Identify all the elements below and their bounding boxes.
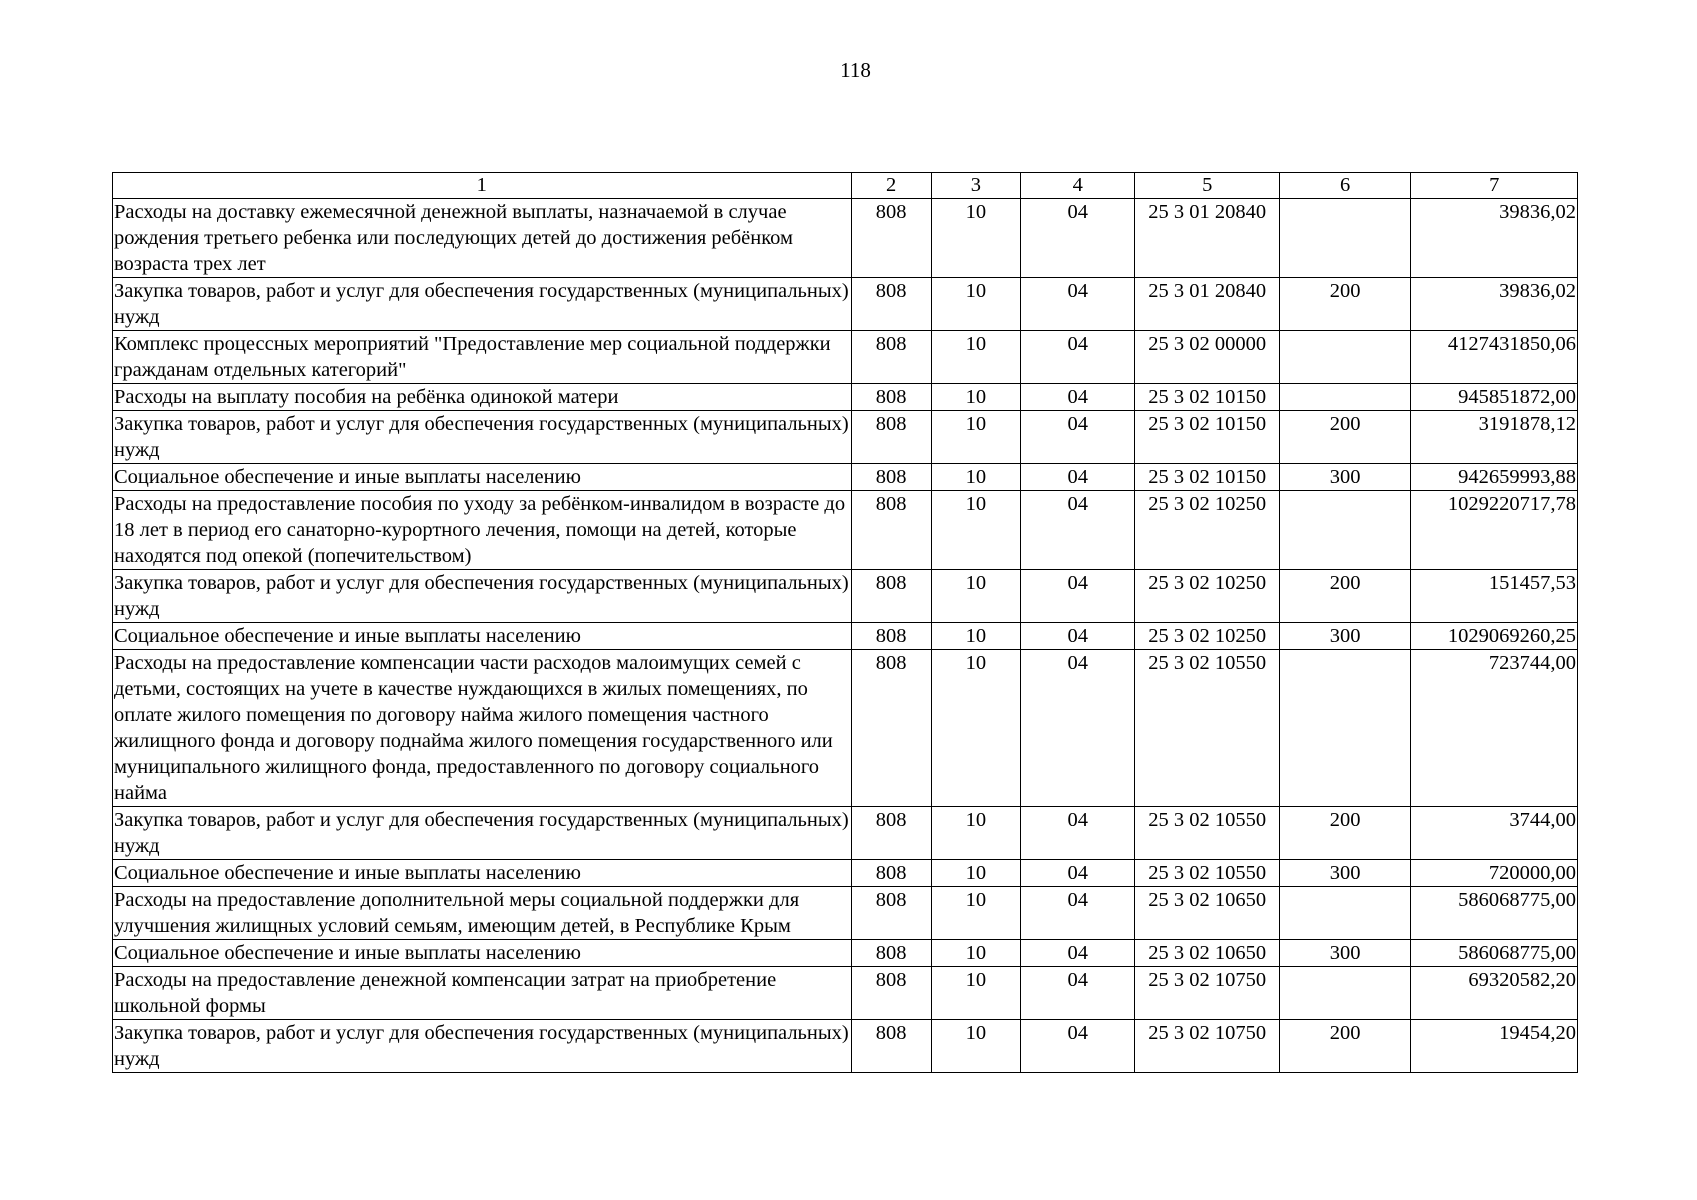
row-description: Расходы на предоставление денежной компенсации затрат на приобретение школьной формы [113, 967, 852, 1020]
row-description: Закупка товаров, работ и услуг для обеспечения государственных (муниципальных) нужд [113, 278, 852, 331]
subsection-code: 04 [1021, 650, 1135, 807]
row-description: Закупка товаров, работ и услуг для обеспечения государственных (муниципальных) нужд [113, 411, 852, 464]
expense-type-code: 300 [1279, 464, 1410, 491]
column-header: 4 [1021, 173, 1135, 199]
table-row [113, 860, 1578, 887]
subsection-code: 04 [1021, 411, 1135, 464]
amount-value: 586068775,00 [1411, 887, 1578, 940]
amount-value: 3744,00 [1411, 807, 1578, 860]
column-header: 3 [931, 173, 1020, 199]
expense-type-code [1279, 491, 1410, 570]
target-article-code: 25 3 02 10550 [1135, 807, 1279, 860]
table-row [113, 570, 1578, 623]
ministry-code: 808 [851, 570, 931, 623]
subsection-code: 04 [1021, 887, 1135, 940]
ministry-code: 808 [851, 807, 931, 860]
amount-value: 723744,00 [1411, 650, 1578, 807]
amount-value: 720000,00 [1411, 860, 1578, 887]
ministry-code: 808 [851, 199, 931, 278]
subsection-code: 04 [1021, 967, 1135, 1020]
table-row [113, 650, 1578, 807]
row-description: Расходы на предоставление компенсации части расходов малоимущих семей с детьми, состоящих на учете в качестве нуждающихся в жилых помещениях, по оплате жилого помещения по договору найма жилого помещения частного жилищного фонда и договору поднайма жилого помещения государственного или муниципального жилищного фонда, предоставленного по договору социального найма [113, 650, 852, 807]
expense-type-code: 300 [1279, 940, 1410, 967]
section-code: 10 [931, 887, 1020, 940]
subsection-code: 04 [1021, 1020, 1135, 1073]
expense-type-code: 200 [1279, 807, 1410, 860]
section-code: 10 [931, 967, 1020, 1020]
target-article-code: 25 3 02 10550 [1135, 860, 1279, 887]
ministry-code: 808 [851, 491, 931, 570]
ministry-code: 808 [851, 967, 931, 1020]
section-code: 10 [931, 1020, 1020, 1073]
subsection-code: 04 [1021, 199, 1135, 278]
expense-type-code [1279, 331, 1410, 384]
amount-value: 945851872,00 [1411, 384, 1578, 411]
amount-value: 151457,53 [1411, 570, 1578, 623]
row-description: Комплекс процессных мероприятий "Предоставление мер социальной поддержки гражданам отдельных категорий" [113, 331, 852, 384]
ministry-code: 808 [851, 384, 931, 411]
subsection-code: 04 [1021, 331, 1135, 384]
expense-type-code: 200 [1279, 411, 1410, 464]
row-description: Расходы на выплату пособия на ребёнка одинокой матери [113, 384, 852, 411]
section-code: 10 [931, 384, 1020, 411]
subsection-code: 04 [1021, 940, 1135, 967]
table-row [113, 623, 1578, 650]
table-row [113, 967, 1578, 1020]
table-row [113, 887, 1578, 940]
target-article-code: 25 3 01 20840 [1135, 199, 1279, 278]
row-description: Закупка товаров, работ и услуг для обеспечения государственных (муниципальных) нужд [113, 570, 852, 623]
subsection-code: 04 [1021, 491, 1135, 570]
column-header: 1 [113, 173, 852, 199]
section-code: 10 [931, 570, 1020, 623]
row-description: Социальное обеспечение и иные выплаты населению [113, 464, 852, 491]
section-code: 10 [931, 491, 1020, 570]
amount-value: 4127431850,06 [1411, 331, 1578, 384]
target-article-code: 25 3 02 10750 [1135, 967, 1279, 1020]
ministry-code: 808 [851, 331, 931, 384]
table-row [113, 940, 1578, 967]
row-description: Расходы на предоставление дополнительной меры социальной поддержки для улучшения жилищных условий семьям, имеющим детей, в Республике Крым [113, 887, 852, 940]
target-article-code: 25 3 02 10550 [1135, 650, 1279, 807]
section-code: 10 [931, 940, 1020, 967]
table-row [113, 384, 1578, 411]
section-code: 10 [931, 860, 1020, 887]
target-article-code: 25 3 02 10650 [1135, 887, 1279, 940]
target-article-code: 25 3 02 10250 [1135, 623, 1279, 650]
subsection-code: 04 [1021, 278, 1135, 331]
amount-value: 19454,20 [1411, 1020, 1578, 1073]
row-description: Закупка товаров, работ и услуг для обеспечения государственных (муниципальных) нужд [113, 807, 852, 860]
expense-type-code: 200 [1279, 570, 1410, 623]
column-header: 2 [851, 173, 931, 199]
row-description: Расходы на предоставление пособия по уходу за ребёнком-инвалидом в возрасте до 18 лет в период его санаторно-курортного лечения, помощи на детей, которые находятся под опекой (попечительством) [113, 491, 852, 570]
amount-value: 942659993,88 [1411, 464, 1578, 491]
subsection-code: 04 [1021, 464, 1135, 491]
row-description: Закупка товаров, работ и услуг для обеспечения государственных (муниципальных) нужд [113, 1020, 852, 1073]
amount-value: 1029220717,78 [1411, 491, 1578, 570]
amount-value: 586068775,00 [1411, 940, 1578, 967]
amount-value: 69320582,20 [1411, 967, 1578, 1020]
subsection-code: 04 [1021, 860, 1135, 887]
row-description: Расходы на доставку ежемесячной денежной выплаты, назначаемой в случае рождения третьего ребенка или последующих детей до достижения ребёнком возраста трех лет [113, 199, 852, 278]
expense-type-code [1279, 199, 1410, 278]
expense-type-code: 200 [1279, 278, 1410, 331]
target-article-code: 25 3 02 10150 [1135, 384, 1279, 411]
amount-value: 39836,02 [1411, 278, 1578, 331]
amount-value: 1029069260,25 [1411, 623, 1578, 650]
section-code: 10 [931, 623, 1020, 650]
table-row [113, 491, 1578, 570]
ministry-code: 808 [851, 650, 931, 807]
target-article-code: 25 3 02 10150 [1135, 464, 1279, 491]
target-article-code: 25 3 02 10650 [1135, 940, 1279, 967]
ministry-code: 808 [851, 887, 931, 940]
target-article-code: 25 3 01 20840 [1135, 278, 1279, 331]
ministry-code: 808 [851, 940, 931, 967]
target-article-code: 25 3 02 00000 [1135, 331, 1279, 384]
ministry-code: 808 [851, 464, 931, 491]
page-number: 118 [840, 58, 871, 82]
section-code: 10 [931, 464, 1020, 491]
amount-value: 3191878,12 [1411, 411, 1578, 464]
target-article-code: 25 3 02 10750 [1135, 1020, 1279, 1073]
budget-table [112, 172, 1578, 1073]
ministry-code: 808 [851, 860, 931, 887]
section-code: 10 [931, 650, 1020, 807]
table-row [113, 199, 1578, 278]
expense-type-code [1279, 384, 1410, 411]
table-row [113, 1020, 1578, 1073]
section-code: 10 [931, 807, 1020, 860]
subsection-code: 04 [1021, 623, 1135, 650]
table-row [113, 411, 1578, 464]
section-code: 10 [931, 331, 1020, 384]
subsection-code: 04 [1021, 570, 1135, 623]
table-row [113, 278, 1578, 331]
section-code: 10 [931, 278, 1020, 331]
table-row [113, 807, 1578, 860]
ministry-code: 808 [851, 623, 931, 650]
target-article-code: 25 3 02 10250 [1135, 491, 1279, 570]
column-header: 7 [1411, 173, 1578, 199]
row-description: Социальное обеспечение и иные выплаты населению [113, 940, 852, 967]
column-header: 5 [1135, 173, 1279, 199]
header-row [113, 173, 1578, 199]
ministry-code: 808 [851, 278, 931, 331]
row-description: Социальное обеспечение и иные выплаты населению [113, 623, 852, 650]
column-header: 6 [1279, 173, 1410, 199]
ministry-code: 808 [851, 1020, 931, 1073]
table-row [113, 464, 1578, 491]
expense-type-code: 300 [1279, 623, 1410, 650]
expense-type-code [1279, 650, 1410, 807]
expense-type-code [1279, 967, 1410, 1020]
target-article-code: 25 3 02 10150 [1135, 411, 1279, 464]
row-description: Социальное обеспечение и иные выплаты населению [113, 860, 852, 887]
section-code: 10 [931, 199, 1020, 278]
subsection-code: 04 [1021, 384, 1135, 411]
table-row [113, 331, 1578, 384]
expense-type-code: 200 [1279, 1020, 1410, 1073]
ministry-code: 808 [851, 411, 931, 464]
section-code: 10 [931, 411, 1020, 464]
target-article-code: 25 3 02 10250 [1135, 570, 1279, 623]
expense-type-code: 300 [1279, 860, 1410, 887]
subsection-code: 04 [1021, 807, 1135, 860]
amount-value: 39836,02 [1411, 199, 1578, 278]
expense-type-code [1279, 887, 1410, 940]
